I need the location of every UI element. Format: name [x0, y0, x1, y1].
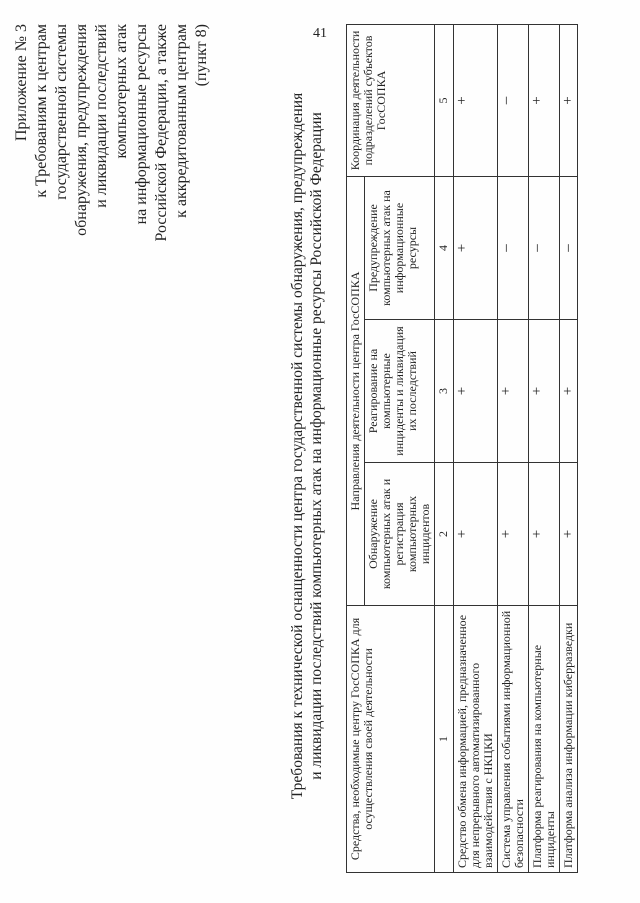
header-cell-prevention: Предупреждение компьютерных атак на информационные ресурсы — [365, 177, 435, 320]
header-cell-response: Реагирование на компьютерные инциденты и ликвидация их последствий — [365, 320, 435, 463]
page-number: 41 — [313, 26, 327, 41]
mark-cell: + — [560, 463, 578, 606]
mark-cell: + — [560, 25, 578, 177]
rotated-sheet — [0, 25, 640, 876]
header-cell-detection: Обнаружение компьютерных атак и регистрация компьютерных инцидентов — [365, 463, 435, 606]
mark-cell: + — [498, 463, 529, 606]
document-heading — [288, 46, 326, 846]
heading-line: Требования к технической оснащенности центра государственной системы обнаружения, предупреждения — [289, 92, 306, 800]
appendix-line: обнаружения, предупреждения — [73, 24, 90, 236]
appendix-line: Российской Федерации, а также — [153, 24, 170, 242]
mark-cell: + — [454, 177, 498, 320]
header-cell-coordination: Координация деятельности подразделений субъектов ГосСОПКА — [347, 25, 435, 177]
mark-cell: + — [498, 320, 529, 463]
row-name: Система управления событиями информационной безопасности — [498, 606, 529, 873]
requirements-table — [346, 24, 578, 873]
appendix-line: к аккредитованным центрам — [173, 24, 190, 218]
mark-cell: + — [529, 25, 560, 177]
table-row — [560, 25, 578, 873]
mark-cell: + — [529, 320, 560, 463]
mark-cell: – — [560, 177, 578, 320]
row-name: Платформа реагирования на компьютерные инциденты — [529, 606, 560, 873]
mark-cell: + — [454, 463, 498, 606]
header-cell-directions: Направления деятельности центра ГосСОПКА — [347, 177, 365, 606]
row-name: Средство обмена информацией, предназначенное для непрерывного автоматизированного взаимодействия с НКЦКИ — [454, 606, 498, 873]
mark-cell: + — [454, 25, 498, 177]
column-number: 3 — [435, 320, 454, 463]
column-number: 5 — [435, 25, 454, 177]
column-number: 1 — [435, 606, 454, 873]
mark-cell: + — [560, 320, 578, 463]
column-number-row — [435, 25, 454, 873]
appendix-block — [12, 24, 212, 286]
table-row — [529, 25, 560, 873]
mark-cell: + — [529, 463, 560, 606]
row-name: Платформа анализа информации киберразведки — [560, 606, 578, 873]
appendix-line: на информационные ресурсы — [133, 24, 150, 225]
appendix-line: компьютерных атак — [113, 24, 130, 159]
mark-cell: – — [498, 177, 529, 320]
table-row — [454, 25, 498, 873]
mark-cell: + — [454, 320, 498, 463]
header-cell-means: Средства, необходимые центру ГосСОПКА для осуществления своей деятельности — [347, 606, 435, 873]
appendix-line: к Требованиям к центрам — [33, 24, 50, 198]
table-header-row — [347, 25, 365, 873]
column-number: 4 — [435, 177, 454, 320]
mark-cell: – — [529, 177, 560, 320]
appendix-line: и ликвидации последствий — [93, 24, 110, 208]
column-number: 2 — [435, 463, 454, 606]
heading-line: и ликвидации последствий компьютерных атак на информационные ресурсы Российской Федерации — [308, 112, 325, 780]
table-row — [498, 25, 529, 873]
appendix-line: государственной системы — [53, 24, 70, 200]
appendix-line: (пункт 8) — [193, 24, 210, 87]
appendix-line: Приложение № 3 — [13, 24, 30, 142]
mark-cell: – — [498, 25, 529, 177]
